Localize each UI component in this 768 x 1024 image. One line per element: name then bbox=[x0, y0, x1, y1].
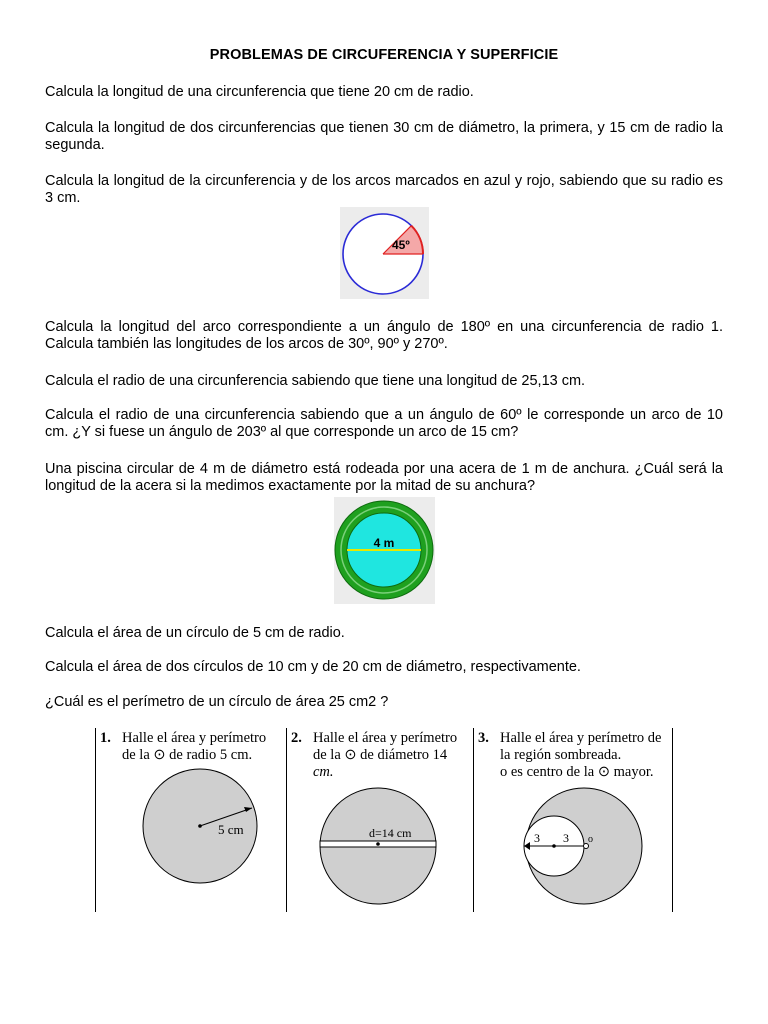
panel-divider bbox=[672, 728, 673, 912]
problem-6: Calcula el radio de una circunferencia sabiendo que a un ángulo de 60º le corresponde un arco de 10 cm. ¿Y si fuese un ángulo de 203º al que corresponde un arco de 15 cm? bbox=[45, 407, 723, 440]
segment-label-left: 3 bbox=[534, 831, 540, 845]
problem-3: Calcula la longitud de la circunferencia y de los arcos marcados en azul y rojo, sabiendo que su radio es 3 cm. bbox=[45, 173, 723, 206]
problem-2: Calcula la longitud de dos circunferencias que tienen 30 cm de diámetro, la primera, y 15 cm de radio la segunda. bbox=[45, 120, 723, 153]
problem-10: ¿Cuál es el perímetro de un círculo de área 25 cm2 ? bbox=[45, 694, 389, 710]
center-point bbox=[376, 842, 380, 846]
center-label: o bbox=[588, 834, 593, 845]
exercise-panel-3 bbox=[474, 728, 672, 912]
exercise-number: 2. bbox=[291, 730, 302, 746]
angle-circle-figure bbox=[340, 207, 429, 299]
exercise-text: Halle el área y perímetro de la ⊙ de diámetro 14 cm. bbox=[313, 730, 458, 780]
problem-9: Calcula el área de dos círculos de 10 cm y de 20 cm de diámetro, respectivamente. bbox=[45, 659, 581, 675]
exercise-panel-1 bbox=[96, 728, 286, 912]
exercise-text: Halle el área y perímetro de la ⊙ de radio 5 cm. bbox=[122, 730, 267, 763]
pool-figure bbox=[334, 497, 435, 604]
problem-1: Calcula la longitud de una circunferencia que tiene 20 cm de radio. bbox=[45, 84, 474, 100]
shaded-region-figure bbox=[474, 728, 672, 912]
pool-diameter-label: 4 m bbox=[373, 536, 395, 550]
segment-label-right: 3 bbox=[563, 831, 569, 845]
exercise-number: 1. bbox=[100, 730, 111, 746]
problem-7: Una piscina circular de 4 m de diámetro está rodeada por una acera de 1 m de anchura. ¿Cuál será la longitud de la acera si la medimos exactamente por la mitad de su anchura? bbox=[45, 461, 723, 494]
page-title: PROBLEMAS DE CIRCUFERENCIA Y SUPERFICIE bbox=[209, 47, 559, 63]
angle-label: 45º bbox=[392, 238, 410, 252]
diameter-label: d=14 cm bbox=[369, 826, 412, 840]
small-center-point bbox=[552, 844, 556, 848]
radius-label: 5 cm bbox=[218, 822, 244, 837]
problem-8: Calcula el área de un círculo de 5 cm de radio. bbox=[45, 625, 345, 641]
exercise-text: Halle el área y perímetro de la región sombreada. o es centro de la ⊙ mayor. bbox=[500, 730, 662, 780]
circle-diameter-figure bbox=[287, 728, 473, 912]
problem-5: Calcula el radio de una circunferencia sabiendo que tiene una longitud de 25,13 cm. bbox=[45, 373, 586, 389]
exercise-number: 3. bbox=[478, 730, 489, 746]
exercise-panel-2 bbox=[287, 728, 473, 912]
problem-4: Calcula la longitud del arco correspondiente a un ángulo de 180º en una circunferencia de radio 1. Calcula también las longitudes de los arcos de 30º, 90º y 270º. bbox=[45, 319, 723, 352]
circle-radius-figure bbox=[96, 728, 286, 912]
